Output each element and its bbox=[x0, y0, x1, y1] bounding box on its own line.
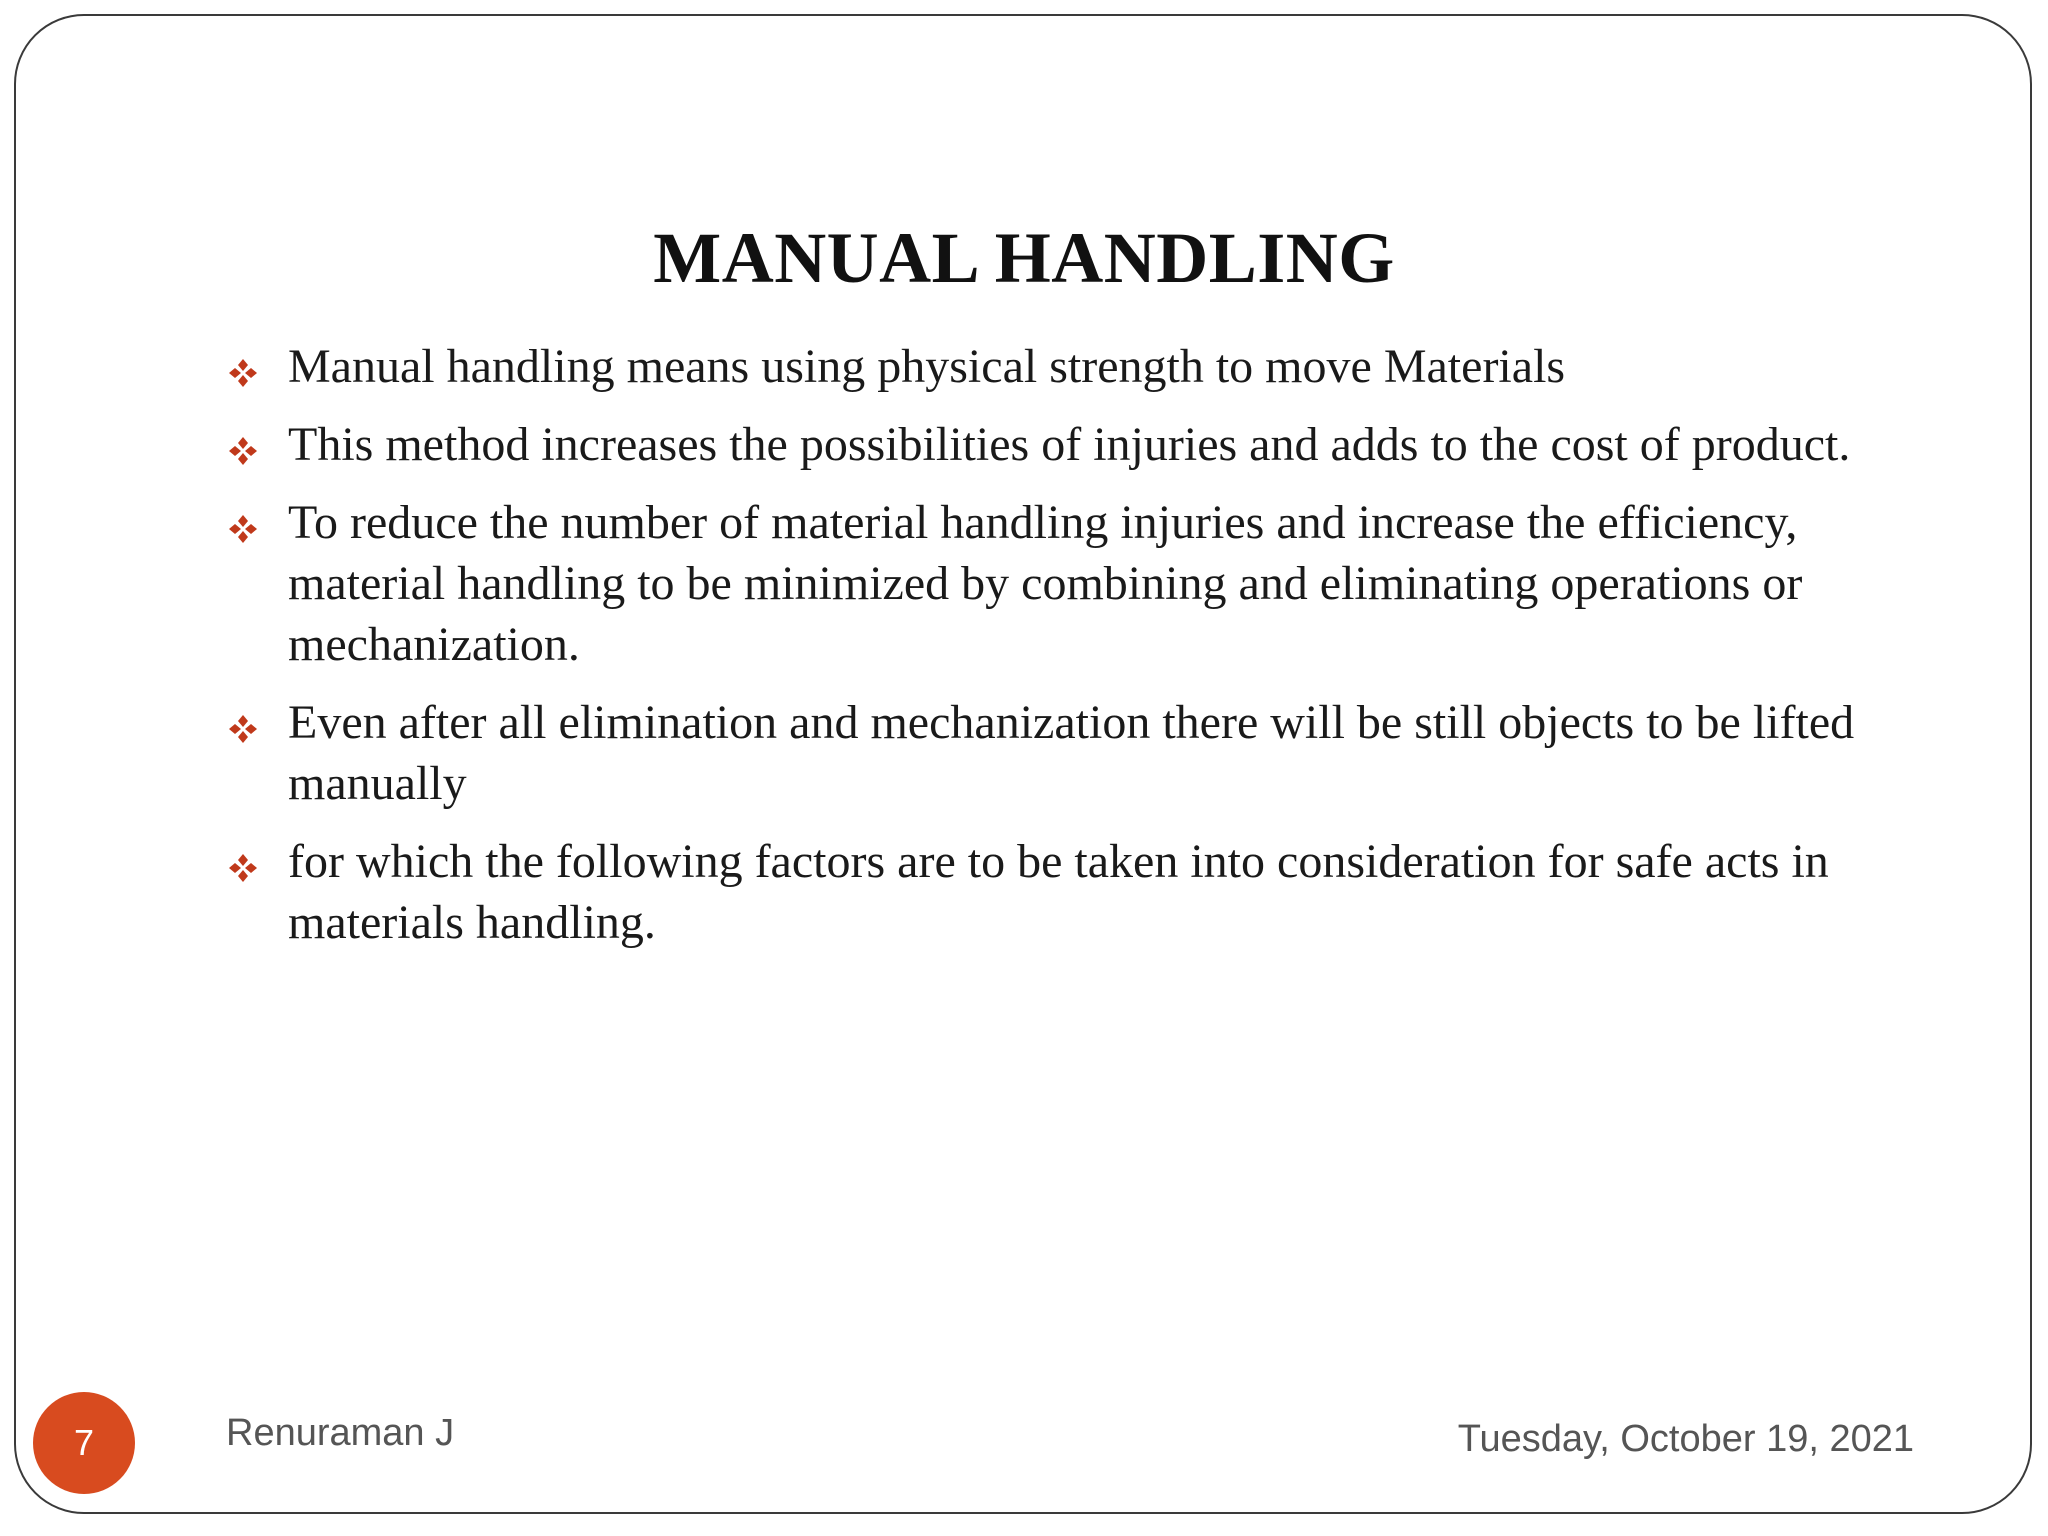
bullet-item bbox=[226, 336, 1926, 397]
diamond-bullet-icon bbox=[228, 714, 258, 744]
footer-author: Renuraman J bbox=[226, 1412, 455, 1454]
slide-number-badge: 7 bbox=[33, 1392, 135, 1494]
bullet-text: for which the following factors are to be taken into consideration for safe acts in materials handling. bbox=[288, 835, 1829, 949]
bullet-item bbox=[226, 692, 1926, 814]
slide-title: MANUAL HANDLING bbox=[653, 218, 1395, 298]
diamond-bullet-icon bbox=[228, 436, 258, 466]
footer-date: Tuesday, October 19, 2021 bbox=[1457, 1418, 1914, 1460]
bullet-text: Manual handling means using physical strength to move Materials bbox=[288, 340, 1566, 393]
bullet-text: Even after all elimination and mechanization there will be still objects to be lifted manually bbox=[288, 696, 1855, 810]
bullet-item bbox=[226, 492, 1926, 675]
bullet-text: This method increases the possibilities of injuries and adds to the cost of product. bbox=[288, 418, 1851, 471]
bullet-text: To reduce the number of material handling injuries and increase the efficiency, material handling to be minimized by combining and eliminating operations or mechanization. bbox=[288, 496, 1803, 671]
bullet-item bbox=[226, 414, 1926, 475]
diamond-bullet-icon bbox=[228, 514, 258, 544]
diamond-bullet-icon bbox=[228, 853, 258, 883]
bullet-list bbox=[226, 336, 1926, 970]
diamond-bullet-icon bbox=[228, 358, 258, 388]
bullet-item bbox=[226, 831, 1926, 953]
